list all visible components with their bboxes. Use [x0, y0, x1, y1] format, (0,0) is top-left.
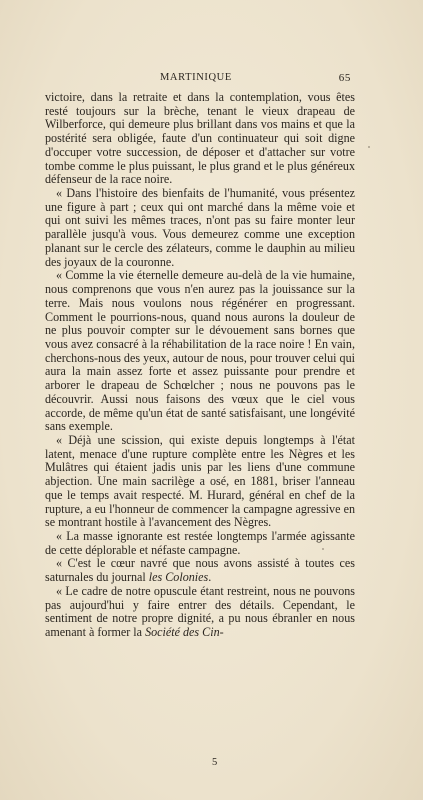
body-text [45, 91, 355, 640]
paper-speck [368, 146, 370, 148]
paragraph: « Dans l'histoire des bienfaits de l'humanité, vous présentez une figure à part ; ceux qui ont marché dans la même voie et qui ont suivi les mêmes traces, n'ont pas su faire monter leur parallèle jusqu'à vous. Vous demeurez comme une exception planant sur le cercle des zélateurs, comme le dauphin au milieu des joyaux de la couronne. [45, 186, 355, 269]
paragraph [45, 585, 355, 640]
paragraph: « Comme la vie éternelle demeure au-delà de la vie humaine, nous comprenons que vous n'en aurez pas la jouissance sur la terre. Mais nous voulons nous régénérer en progressant. Comment le pourrions-nous, quand nous aurons la douleur de ne plus pouvoir compter sur le dévouement sans bornes que vous avez consacré à la réhabilitation de la race noire ! En vain, cherchons-nous des yeux, autour de nous, pour trouver celui qui aura la main assez forte et assez puissante pour prendre et arborer le drapeau de Schœlcher ; nous ne pouvons pas le découvrir. Aussi nous faisons des vœux que le ciel vous accorde, de même qu'un état de santé satisfaisant, une longévité sans exemple. [45, 268, 355, 434]
signature-mark: 5 [212, 757, 218, 768]
society-name: Société des Cin- [145, 625, 224, 640]
running-head: MARTINIQUE [160, 72, 232, 83]
paragraph-text: « C'est le cœur navré que nous avons assisté à toutes ces saturnales du journal [45, 556, 355, 585]
paragraph: « Déjà une scission, qui existe depuis longtemps à l'état latent, menace d'une rupture complète entre les Nègres et les Mulâtres qui étaient jadis unis par les liens d'une commune abjection. Une main sacrilège a osé, en 1881, briser l'anneau que le temps avait respecté. M. Hurard, général en chef de la rupture, a eu l'honneur de commencer la campagne agressive en se montrant hostile à l'avancement des Nègres. [45, 432, 355, 530]
paragraph-text: . [208, 570, 212, 585]
paper-speck [322, 548, 324, 550]
journal-title: les Colonies [148, 570, 209, 585]
page-number: 65 [338, 72, 351, 84]
paragraph-text: « Le cadre de notre opuscule étant restreint, nous ne pouvons pas aujourd'hui y faire entrer des détails. Cependant, le sentiment de notre propre dignité, a pu nous ébranler en nous amenant à former la [45, 583, 355, 640]
paragraph: « La masse ignorante est restée longtemps l'armée agissante de cette déplorable et néfaste campagne. [45, 529, 355, 557]
paragraph: victoire, dans la retraite et dans la contemplation, vous êtes resté toujours sur la brèche, tenant le vieux drapeau de Wilberforce, qui demeure plus brillant dans vos mains et que la postérité sera obligée, faute d'un continuateur qui soit digne d'occuper votre succession, de déposer et d'attacher sur votre tombe comme le plus puissant, le plus grand et le plus généreux défenseur de la race noire. [45, 90, 355, 187]
paragraph [45, 557, 355, 584]
page-header [88, 72, 351, 88]
